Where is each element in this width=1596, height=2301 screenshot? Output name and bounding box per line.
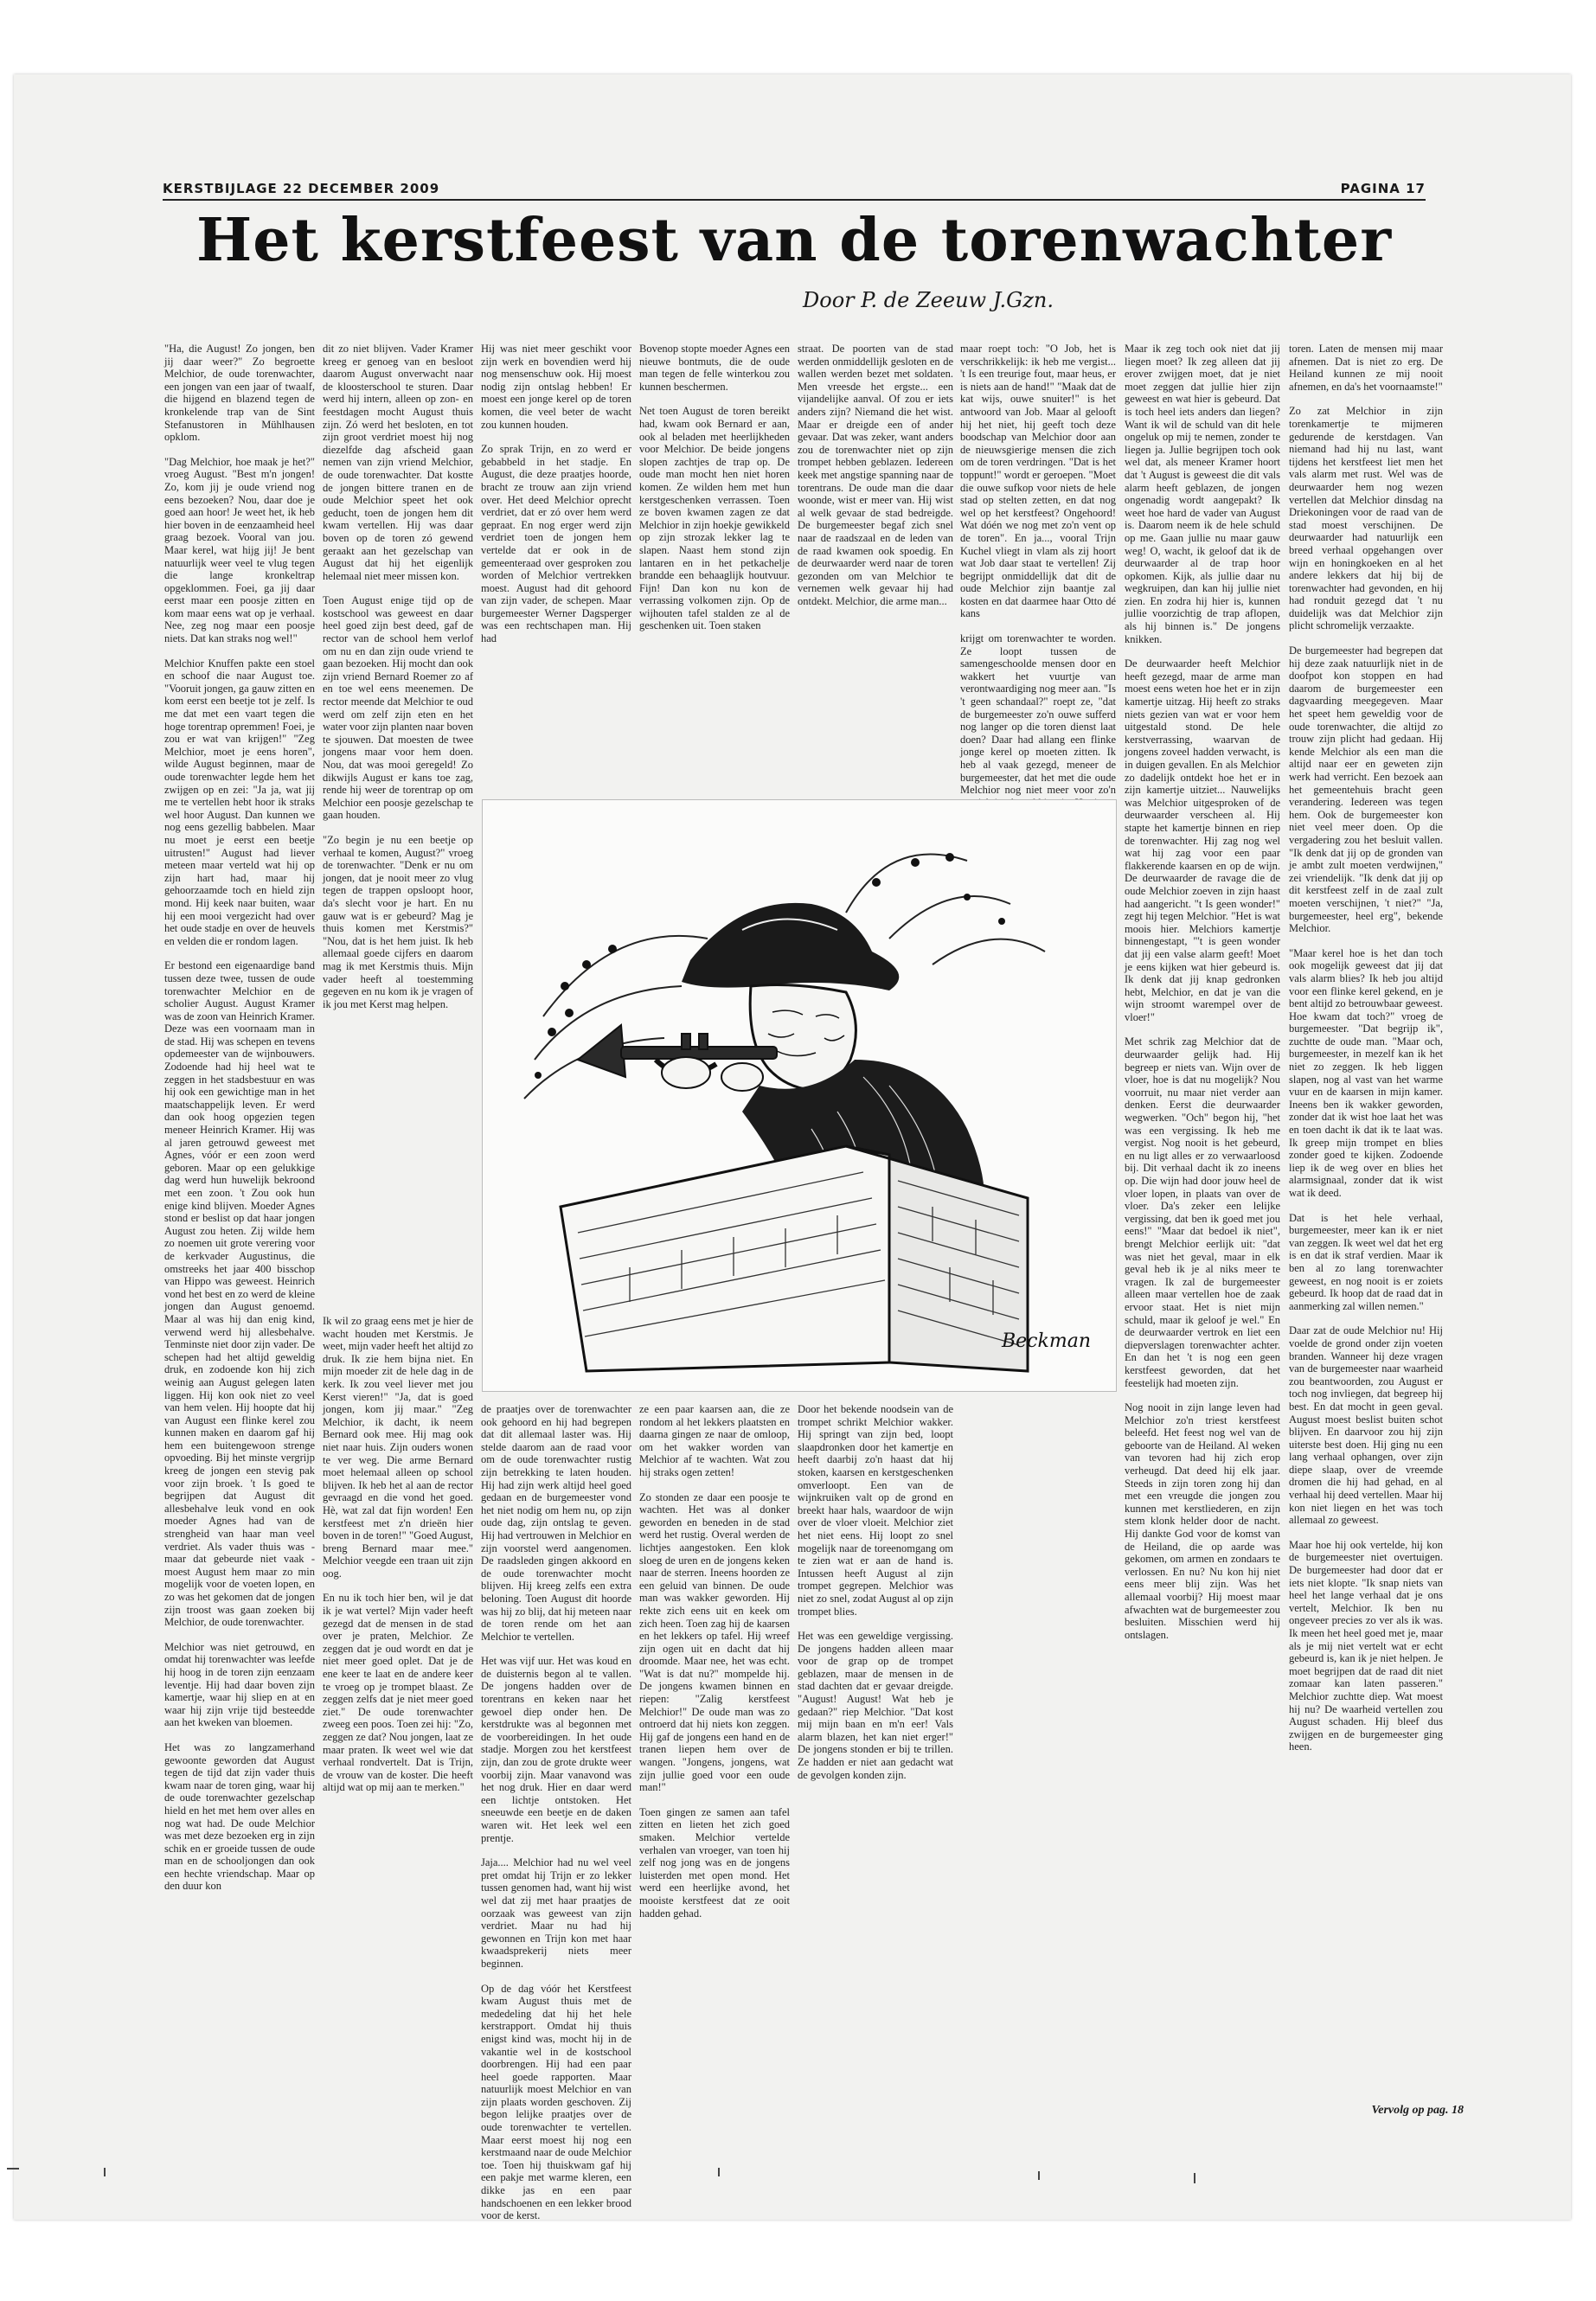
supplement-label: KERSTBIJLAGE 22 DECEMBER 2009: [163, 181, 440, 196]
paragraph: Net toen August de toren bereikt had, kwam ook Bernard er aan, ook al beladen met heerlijkheden voor Melchior. De beide jongens slopen zachtjes de trap op. De oude man mocht hen niet horen komen. Ze wilden hem met hun kerstgeschenken verrassen. Toen ze boven kwamen zagen ze dat Melchior in zijn hoekje gewikkeld op zijn strozak lekker lag te slapen. Naast hem stond zijn lantaren en in het petkachelje brandde een behaaglijk houtvuur. Fijn! Dan kon nu kon de verrassing volkomen zijn. Op de wijhouten tafel stalden ze al de geschenken uit. Toen staken: [639, 405, 790, 632]
paragraph: Er bestond een eigenaardige band tussen deze twee, tussen de oude torenwachter Melchior en de scholier August. August Kramer was de zoon van Heinrich Kramer. Deze was een voornaam man in de stad. Hij was schepen en tevens opdemeester van de wijnbouwers. Zodoende had hij heel wat te zeggen in het stadsbestuur en was hij ook een gewichtige man in het maatschappelijk leven. Er werd dan ook hoog opgezien tegen meneer Heinrich Kramer. Hij was al jaren getrouwd geweest met Agnes, vóór er een zoon werd geboren. Maar op een gelukkige dag werd hun huwelijk bekroond met een zoon. 't Zou ook hun enige kind blijven. Moeder Agnes stond er beslist op dat haar jongen August zou heten. Zij wilde hem zo noemen uit grote verering voor de kerkvader Augustinus, die omstreeks het jaar 400 bisschop van Hippo was geweest. Heinrich vond het best en zo werd de kleine jongen dan August genoemd. Maar al was hij dan enig kind, verwend werd hij allesbehalve. Tenminste niet door zijn vader. De schepen had het altijd geweldig druk, en zodoende kon hij zich weinig aan August gelegen laten liggen. Hij kon ook niet zo veel van hem velen. Hij hoopte dat hij van August een flinke kerel zou kunnen maken en daarom gaf hij hem een buitengewoon strenge opvoeding. Bij het minste vergrijp kreeg de jongen een stevig pak voor zijn broek. 't Is goed te begrijpen dat August dit allesbehalve leuk vond en ook moeder Agnes had van de strengheid van haar man veel verdriet. Als vader thuis was - maar dat gebeurde niet vaak - moest August hem maar zo min mogelijk voor de voeten lopen, en zo was het gekomen dat de jongen zijn troost was gaan zoeken bij Melchior, de oude torenwachter.: [164, 959, 315, 1629]
paragraph: Het was een geweldige vergissing. De jongens hadden alleen maar voor de grap op de trompet geblazen, maar de mensen in de stad dachten dat er gevaar dreigde. "August! August! Wat heb je gedaan?" riep Melchior. "Dat kost mij mijn baan en m'n eer! Vals alarm blazen, het kan niet erger!" De jongens stonden er bij te trillen. Ze hadden er niet aan gedacht wat de gevolgen konden zijn.: [798, 1630, 953, 1781]
registration-mark: [1038, 2171, 1040, 2180]
paragraph: Zo sprak Trijn, en zo werd er gebabbeld in het stadje. En August, die deze praatjes hoorde, bracht ze trouw aan zijn vriend over. Het deed Melchior oprecht verdriet, dat er zó over hem werd gepraat. En nog erger werd zijn verdriet toen de jongen hem vertelde dat er ook in de gemeenteraad over gesproken zou worden of Melchior vertrekken moest. August had dit gehoord van zijn vader, de schepen. Maar burgemeester Werner Dagsperger was een rechtschapen man. Hij had: [481, 443, 631, 645]
paragraph: Zo zat Melchior in zijn torenkamertje te mijmeren gedurende de kerstdagen. Van niemand had hij nu last, want tijdens het kerstfeest liet men het vals alarm met rust. Wel was de deurwaarder hem nog wezen vertellen dat Melchior dinsdag na Driekoningen voor de raad van de stad moest verschijnen. De deurwaarder had natuurlijk een breed verhaal opgehangen over wijn en honingkoeken en al het andere lekkers dat hij bij de torenwachter had gevonden, en hij had ronduit gezegd dat 't nu duidelijk was dat Melchior zijn plicht schromelijk verzaakte.: [1289, 405, 1443, 632]
paragraph: Hij was niet meer geschikt voor zijn werk en bovendien werd hij nog mensenschuw ook. Hij moest nodig zijn ontslag hebben! Er moest een jonge kerel op de toren komen, die veel beter de wacht zou kunnen houden.: [481, 343, 631, 431]
paragraph: "Ha, die August! Zo jongen, ben jij daar weer?" Zo begroette Melchior, de oude torenwachter, een jongen van een jaar of twaalf, die hijgend en blazend tegen de kronkelende trap van de Sint Stefanustoren in Mühlhausen opklom.: [164, 343, 315, 444]
article-byline: Door P. de Zeeuw J.Gzn.: [803, 288, 1054, 312]
registration-mark: [1194, 2173, 1195, 2183]
paragraph: Jaja.... Melchior had nu wel veel pret omdat hij Trijn er zo lekker tussen genomen had, want hij wist wel dat zij met haar praatjes de oorzaak was geweest van zijn verdriet. Maar nu had hij gewonnen en Trijn kon met haar kwaadsprekerij niets meer beginnen.: [481, 1856, 631, 1970]
paragraph: Bovenop stopte moeder Agnes een nieuwe bontmuts, die de oude man tegen de felle winterkou zou kunnen beschermen.: [639, 343, 790, 393]
registration-mark: [7, 2168, 19, 2170]
column-3-top: [481, 343, 631, 775]
page-number: PAGINA 17: [1340, 181, 1426, 196]
paragraph: Ik wil zo graag eens met je hier de wacht houden met Kerstmis. Je weet, mijn vader heeft het altijd zo druk. Ik zie hem bijna niet. En mijn moeder zit de hele dag in de kerk. Ik zou veel liever met jou Kerst vieren!" "Ja, dat is goed jongen, kom jij maar." "Zeg Melchior, ik dacht, ik neem Bernard ook mee. Hij mag ook niet naar huis. Zijn ouders wonen te ver weg. Die arme Bernard moet helemaal alleen op school blijven. Ik heb het al aan de rector gevraagd en die vond het goed. Hè, wat zal dat fijn worden! Een kerstfeest met z'n drieën hier boven in de toren!" "Goed August, breng Bernard maar mee." Melchior veegde een traan uit zijn oog.: [323, 1315, 473, 1580]
registration-mark: [718, 2168, 720, 2176]
paragraph: De deurwaarder heeft Melchior heeft gezegd, maar de arme man moest eens weten hoe het er in zijn kamertje uitzag. Hij heeft zo straks niets gezien van wat er voor hem uitgestald stond. De hele kerstverrassing, waarvan de jongens zoveel hadden verwacht, is in duigen gevallen. En als Melchior zo dadelijk ontdekt hoe het er in zijn kamertje uitziet... Nauwelijks was Melchior uitgesproken of de deurwaarder verscheen al. Hij stapte het kamertje binnen en riep de torenwachter. Hij zag nog wel wat hij zag voor een paar flakkerende kaarsen en op de wijn. De deurwaarder de ravage die de oude Melchior zoeven in zijn haast had aangericht. "t Is geen wonder!" zegt hij tegen Melchior. "Het is wat moois hier. Melchiors kamertje binnengestapt, "'t is geen wonder dat jij een valse alarm geeft! Moet je eens kijken wat hier gebeurd is. Ik denk dat jij knap gedronken hebt, Melchior, en dat je van die wijn stroomt warempel over de vloer!": [1125, 657, 1280, 1023]
paragraph: "Maar kerel hoe is het dan toch ook mogelijk geweest dat jij dat vals alarm blies? Ik heb jou altijd voor een flinke kerel gekend, en je bent altijd zo betrouwbaar geweest. Hoe kwam dat toch?" vroeg de burgemeester. "Dat begrijp ik", zuchtte de oude man. "Maar och, burgemeester, in mezelf kan ik het niet zo zeggen. Ik heb liggen slapen, nog al vast van het warme vuur en de kaarsen in mijn kamer. Ineens ben ik wakker geworden, zonder dat ik wist hoe laat het was en toen dacht ik dat ik te laat was. Ik greep mijn trompet en blies zonder goed te kijken. Zodoende liep ik de weg over en blies het alarmsignaal, zonder dat ik wist wat ik deed.: [1289, 946, 1443, 1199]
paragraph: Het was zo langzamerhand gewoonte geworden dat August tegen de tijd dat zijn vader thuis kwam naar de toren ging, waar hij de oude torenwachter gezelschap hield en het met hem over alles en nog wat had. De oude Melchior was met deze bezoeken erg in zijn schik en er groeide tussen de oude man en de schooljongen dan ook een hechte vriendschap. Maar op den duur kon: [164, 1740, 315, 1893]
paragraph: "Zo begin je nu een beetje op verhaal te komen, August?" vroeg de torenwachter. "Denk er nu om jongen, dat je nooit meer zo vlug tegen de trappen opsloopt hoor, da's slecht voor je hart. En nu gauw wat is er gebeurd? Mag je thuis komen met Kerstmis?" "Nou, dat is het hem juist. Ik heb allemaal goede cijfers en daarom mag ik met Kerstmis thuis. Mijn vader heeft al toestemming gegeven en nu kom ik je vragen of ik jou met Kerst mag helpen.: [323, 833, 473, 1010]
registration-mark: [104, 2168, 106, 2176]
running-head: [163, 178, 1426, 201]
column-4-top: [639, 343, 790, 775]
paragraph: Dat is het hele verhaal, burgemeester, meer kan ik er niet van zeggen. Ik weet wel dat het erg is en dat ik straf verdien. Maar ik ben al zo lang torenwachter geweest, en nog nooit is er zoiets gebeurd. Ik hoop dat de raad dat in aanmerking zal willen nemen.": [1289, 1211, 1443, 1312]
paragraph: maar roept toch: "O Job, het is verschrikkelijk: ik heb me vergist... 't Is een treurige fout, maar heus, er is niets aan de hand!" "Maak dat de kat wijs, ouwe snuiter!" is het antwoord van Job. Maar al gelooft hij het niet, hij geeft toch deze boodschap van Melchior door aan de nieuwsgierige mensen die zich om de toren verdringen. "Dat is het toppunt!" wordt er geroepen. "Moet die ouwe sufkop voor niets de hele stad op stelten zetten, en dat nog wel op het kerstfeest? Ongehoord! Wat dóén we nog met zo'n vent op de toren". En ja..., vooral Trijn Kuchel vliegt in vlam als zij hoort wat Job daar staat te vertellen! Zij begrijpt onmiddellijk dat dit de oude Melchior zijn baantje zal kosten en dat daarmee haar Otto dé kans: [960, 343, 1116, 620]
paragraph: dit zo niet blijven. Vader Kramer kreeg er genoeg van en besloot daarom August onverwacht naar de kloosterschool te sturen. Daar werd hij intern, alleen op zon- en feestdagen mocht August thuis zijn. Zó werd het besloten, en tot zijn groot verdriet moest hij nog diezelfde dag afscheid gaan nemen van zijn vriend Melchior, de oude torenwachter. Dat kostte de jongen bittere tranen en de oude Melchior speet het ook geducht, toen de jongen hem dit kwam vertellen. Hij was daar boven op de toren zó gewend geraakt aan het gezelschap van August dat hij het eigenlijk helemaal niet meer missen kon.: [323, 343, 473, 582]
paragraph: de praatjes over de torenwachter ook gehoord en hij had begrepen dat dit allemaal laster was. Hij stelde daarom aan de raad voor om de oude torenwachter rustig zijn betrekking te laten houden. Hij had zijn werk altijd heel goed gedaan en de burgemeester vond het niet nodig om hem nu, op zijn oude dag, zijn ontslag te geven. Hij had vertrouwen in Melchior en zijn voorstel werd aangenomen. De raadsleden gingen akkoord en de oude torenwachter mocht blijven. Hij kreeg zelfs een extra beloning. Toen August dit hoorde was hij zo blij, dat hij meteen naar de toren rende om het aan Melchior te vertellen.: [481, 1403, 631, 1643]
torenwachter-illustration: [482, 799, 1117, 1392]
hat-shape: [682, 903, 899, 990]
column-2-bottom: [323, 1315, 473, 2142]
paragraph: Door het bekende noodsein van de trompet schrikt Melchior wakker. Hij springt van zijn bed, loopt slaapdronken door het kamertje en heeft daarbij zo'n haast dat hij stoken, kaarsen en kerstgeschenken omverloopt. Een van de wijnkruiken valt op de grond en breekt haar hals, waardoor de wijn over de vloer vloeit. Melchior ziet het niet eens. Hij loopt zo snel mogelijk naar de toreenomgang om te zien wat er aan de hand is. Intussen heeft August al zijn trompet gegrepen. Melchior was niet zo snel, zodat August al op zijn trompet blies.: [798, 1403, 953, 1618]
paragraph: Maar hoe hij ook vertelde, hij kon de burgemeester niet overtuigen. De burgemeester had door dat er iets niet klopte. "Ik snap niets van heel het lange verhaal dat je ons vertelt, Melchior. Ik ben nu ongeveer precies zo ver als ik was. Ik meen het heel goed met je, maar als je mij niet vertelt wat er echt gebeurd is, kan ik je niet helpen. Je moet begrijpen dat de raad dit niet zomaar kan laten passeren." Melchior zuchtte diep. Wat moest hij nu? De waarheid vertellen zou August schaden. Hij bleef dus zwijgen en de burgemeester ging heen.: [1289, 1538, 1443, 1753]
paragraph: Op de dag vóór het Kerstfeest kwam August thuis met de mededeling dat hij het hele kerstrapport. Omdat hij thuis enigst kind was, mocht hij in de vakantie wel in de kostschool doorbrengen. Hij had een paar heel goede rapporten. Maar natuurlijk moest Melchior en van zijn plaats worden geschoven. Zij begon lelijke praatjes over de oude torenwachter te vertellen. Maar eerst moest hij nog een kerstmaand naar de oude Melchior toe. Toen hij thuiskwam gaf hij een pakje met warme kleren, een dikke jas en een paar handschoenen en een lekker brood voor de kerst.: [481, 1982, 631, 2222]
paragraph: Toen gingen ze samen aan tafel zitten en lieten het zich goed smaken. Melchior vertelde verhalen van vroeger, van toen hij zelf nog jong was en de jongens luisterden met open mond. Het werd een heerlijke avond, het mooiste kerstfeest dat ze ooit hadden gehad.: [639, 1805, 790, 1920]
paragraph: Melchior Knuffen pakte een stoel en schoof die naar August toe. "Vooruit jongen, ga gauw zitten en kom eerst een beetje tot je zelf. Is me dat met een vaart tegen die hoge torentrap opremmen! Foei, je zou er wat van krijgen!" "Zeg Melchior, moet je eens horen", wilde August beginnen, maar de oude torenwachter legde hem het zwijgen op en zei: "Ja ja, wat jij me te vertellen hebt hoor ik straks wel hoor August. Dan kunnen we nog eens gezellig babbelen. Maar nu moet je eerst een beetje uitrusten!" August had liever meteen maar verteld wat hij op zijn hart had, maar hij gehoorzaamde toch en hield zijn mond. Hij keek naar buiten, waar hij een mooi vergezicht had over het oude stadje en over de heuvels en velden die er rondom lagen.: [164, 657, 315, 947]
paragraph: Toen August enige tijd op de kostschool was geweest en daar heel goed zijn best deed, gaf de rector van de school hem verlof om nu en dan zijn oude vriend te gaan bezoeken. Hij mocht dan ook zijn vriend Bernard Roemer zo af en toe wel eens meenemen. De rector meende dat Melchior te oud werd om zelf zijn eten en het water voor zijn planten naar boven te sjouwen. Dat moesten de twee jongens maar voor hem doen. Nou, dat was mooi geregeld! Zo dikwijls August er kans toe zag, rende hij weer de torentrap op om Melchior een poosje gezelschap te gaan houden.: [323, 594, 473, 822]
paragraph: straat. De poorten van de stad werden onmiddellijk gesloten en de wallen werden bezet met soldaten. Men vreesde het ergste... een vijandelijke aanval. Of zou er iets anders zijn? Niemand die het wist. Maar er dreigde een of ander gevaar. Dat was zeker, want anders zou de torenwachter niet op zijn trompet hebben geblazen. Iedereen keek met angstige spanning naar de torentrans. De oude man die daar woonde, wist er meer van. Hij wist al welk gevaar de stad bedreigde. De burgemeester begaf zich snel naar de raadszaal en de leden van de raad kwamen ook spoedig. En de deurwaarder werd naar de toren gezonden om van Melchior te vernemen welk gevaar hij had ontdekt. Melchior, die arme man...: [798, 343, 953, 607]
column-8: [1289, 343, 1443, 2099]
paragraph: "Dag Melchior, hoe maak je het?" vroeg August. "Best m'n jongen! Zo, kom jij je oude vriend nog eens bezoeken? Nou, daar doe je goed aan hoor! Je weet het, ik heb hier boven in de eenzaamheid heel graag bezoek. Vooral van jou. Maar kerel, wat hijg jij! Je bent natuurlijk weer veel te vlug tegen die lange kronkeltrap opgeklommen. Foei, ga jij daar eerst maar een poosje zitten en kom maar eens wat op je verhaal. Nee, zeg nog maar een poosje niets. Dat kan straks nog wel!": [164, 455, 315, 645]
paragraph: toren. Laten de mensen mij maar afnemen. Dat is niet zo erg. De Heiland kunnen ze mij nooit afnemen, en da's het voornaamste!": [1289, 343, 1443, 393]
trumpeter-drawing: [483, 800, 1116, 1391]
paragraph: Zo stonden ze daar een poosje te wachten. Het was al donker geworden en beneden in de stad werd het rustig. Overal werden de lichtjes aangestoken. Een klok sloeg de uren en de jongens keken naar de sterren. Ineens hoorden ze een geluid van binnen. De oude man was wakker geworden. Hij rekte zich eens uit en keek om zich heen. Toen zag hij de kaarsen en het lekkers op tafel. Hij wreef zijn ogen uit en dacht dat hij droomde. Maar nee, het was echt. "Wat is dat nu?" mompelde hij. De jongens kwamen binnen en riepen: "Zalig kerstfeest Melchior!" De oude man was zo ontroerd dat hij niets kon zeggen. Hij gaf de jongens een hand en de tranen liepen hem over de wangen. "Jongens, jongens, wat zijn jullie goed voor een oude man!": [639, 1490, 790, 1794]
article-title: Het kerstfeest van de torenwachter: [195, 206, 1393, 275]
paragraph: Maar ik zeg toch ook niet dat jij liegen moet? Ik zeg alleen dat jij erover zwijgen moet, dat je niet moet zeggen dat jullie hier zijn geweest en wat hier is gebeurd. Dat is toch heel iets anders dan liegen? Want ik wil de schuld van dit hele ongeluk op mij te nemen, zonder te liegen ja. Jullie begrijpen toch ook wel dat, als meneer Kramer hoort dat 't August is geweest die dit vals alarm heeft geblazen, de jongen ongenadig wordt aangepakt? Ik weet hoe hard de vader van August is. Daarom neem ik de hele schuld op me. Gaan jullie nu maar gauw weg! O, wacht, ik geloof dat ik de deurwaarder al de trap hoor opkomen. Kijk, als jullie daar nu wegkruipen, dan kan hij jullie niet zien. En zodra hij hier is, kunnen jullie voorzichtig de trap aflopen, als hij binnen is." De jongens knikken.: [1125, 343, 1280, 645]
column-2-top: [323, 343, 473, 1308]
paragraph: Het was vijf uur. Het was koud en de duisternis begon al te vallen. De jongens hadden over de torentrans en keken naar het gewoel diep onder hen. De kerstdrukte was al begonnen met de voorbereidingen. In het oude stadje. Morgen zou het kerstfeest zijn, dan zou de grote drukte weer voorbij zijn. Maar vanavond was het nog druk. Hier en daar werd een lichtje ontstoken. Het sneeuwde een beetje en de daken waren wit. Het leek wel een prentje.: [481, 1655, 631, 1844]
column-5-bottom: [798, 1403, 953, 2142]
continued-note: Vervolg op pag. 18: [1371, 2104, 1464, 2117]
column-3-bottom: [481, 1403, 631, 2222]
paragraph: ze een paar kaarsen aan, die ze rondom al het lekkers plaatsten en daarna gingen ze naar de omloop, om het wakker worden van Melchior af te wachten. Wat zou hij straks ogen zetten!: [639, 1403, 790, 1478]
column-1: [164, 343, 315, 2142]
column-4-bottom: [639, 1403, 790, 2142]
column-7: [1125, 343, 1280, 2142]
paragraph: Nog nooit in zijn lange leven had Melchior zo'n triest kerstfeest beleefd. Het feest nog wel van de geboorte van de Heiland. Al weken van tevoren had hij zich erop verheugd. Dat deed hij elk jaar. Steeds in zijn toren zong hij dan met een vreugde die jongen zou kunnen met kerstliederen, en zijn stem klonk helder door de nacht. Hij dankte God voor de komst van de Heiland, die op aarde was gekomen, om armen en zondaars te verlossen. En nu? Nu kon hij niet eens meer blij zijn. Was het allemaal voorbij? Hij moest maar afwachten wat de burgemeester zou besluiten. Misschien werd hij ontslagen.: [1125, 1401, 1280, 1641]
artist-signature: Beckman: [1002, 1330, 1091, 1352]
paragraph: De burgemeester had begrepen dat hij deze zaak natuurlijk niet in de doofpot kon stoppen en had daarom de burgemeester een dagvaarding meegegeven. Maar het speet hem geweldig voor de oude torenwachter, die altijd zo trouw zijn plicht had gedaan. Hij kende Melchior als een man die altijd naar eer en geweten zijn werk had verricht. Een bezoek aan het gemeentehuis bracht geen verandering. Iedereen was tegen hem. Ook de burgemeester kon niet veel meer doen. Op die vergadering zou het besluit vallen. "Ik denk dat jij op de gronden van je ambt zult moeten verdwijnen," zei vriendelijk. "Ik denk dat jij op dit kerstfeest zelf in de zaal zult moeten verschijnen, 't niet?" "Ja, burgemeester, heel erg", bekende Melchior.: [1289, 644, 1443, 935]
paragraph: Melchior was niet getrouwd, en omdat hij torenwachter was leefde hij hoog in de toren zijn eenzaam leventje. Hij had daar boven zijn kamertje, waar hij sliep en at en waar hij zijn vrije tijd besteedde aan het kweken van bloemen.: [164, 1640, 315, 1729]
paragraph: Met schrik zag Melchior dat de deurwaarder gelijk had. Hij begreep er niets van. Wijn over de vloer, hoe is dat nu mogelijk? Nou voorruit, nu maar niet verder aan denken. Eerst die deurwaarder wegwerken. "Och" begon hij, "het was een vergissing. Ik heb me vergist. Nog nooit is het gebeurd, en nu ligt alles er zo verwaarloosd bij. Dit verhaal dacht ik zo ineens op. Die wijn had door jouw heel de vloer lopen, in plaats van over de vloer. Da's zeker een lelijke vergissing, dat ben ik goed met jou eens!" "Maar dat bedoel ik niet", brengt Melchior eerlijk uit: "dat was niet het geval, maar in elk geval heb ik je al niks meer te vragen. Ik zal de burgemeester alleen maar vertellen hoe de zaak ervoor staat. Het is niet mijn schuld, maar ik geloof je wel." En de deurwaarder vertrok en liet een diepverslagen torenwachter achter. En dan het 't is nog een geen kerstfeest geworden, dat het feestelijk had moeten zijn.: [1125, 1035, 1280, 1389]
paragraph: krijgt om torenwachter te worden. Ze loopt tussen de samengeschoolde mensen door en wakkert het vuurtje van verontwaardiging nog meer aan. "Is 't geen schandaal?" roept ze, "dat de burgemeester zo'n ouwe sufferd nog langer op die toren dienst laat doen? Daar had allang een flinke jonge kerel op moeten zitten. Ik heb al vaak gezegd, meneer de burgemeester, dat het met die oude Melchior nog niet meer voor zo'n: [960, 632, 1116, 797]
paragraph: Daar zat de oude Melchior nu! Hij voelde de grond onder zijn voeten branden. Wanneer hij deze vragen van de burgemeester naar waarheid zou beantwoorden, zou August er toch nog invliegen, dat begreep hij best. En dat mocht in geen geval. August moest beslist buiten schot blijven. En daarvoor zou hij zijn uiterste best doen. Hij ging nu een lang verhaal ophangen, over zijn diepe slaap, over de vreemde dromen die hij had gehad, en al verhaal hij deed vertellen. Maar hij kon niet liegen en het was toch allemaal zo geweest.: [1289, 1324, 1443, 1527]
column-5-top: [798, 343, 953, 775]
paragraph: En nu ik toch hier ben, wil je dat ik je wat vertel? Mijn vader heeft gezegd dat de mensen in de stad over je praten, Melchior. Ze zeggen dat je oud wordt en dat je niet meer goed oplet. Dat je de ene keer te laat en de andere keer te vroeg op je trompet blaast. Ze zeggen zelfs dat je niet meer goed ziet." De oude torenwachter zweeg een poos. Toen zei hij: "Zo, zeggen ze dat? Nou jongen, laat ze maar praten. Ik weet wel wie dat verhaal rondvertelt. Dat is Trijn, de vrouw van de koster. Die heeft altijd wat op mij aan te merken.": [323, 1592, 473, 1794]
